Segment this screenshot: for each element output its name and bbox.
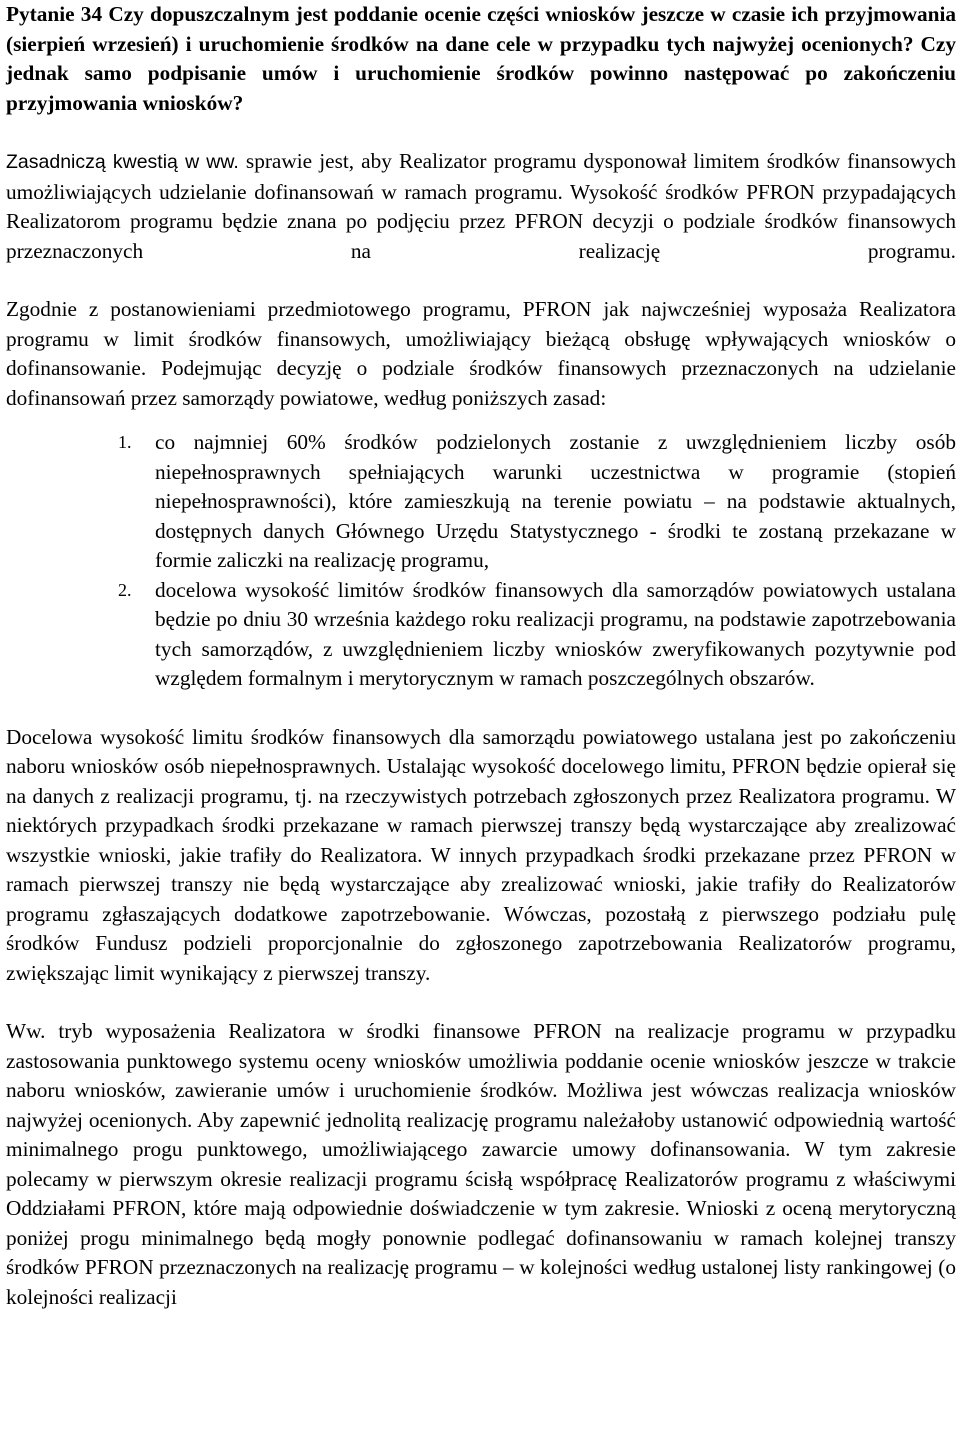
list-item-number: 1. [118,432,132,452]
list-item [6,576,956,694]
question-paragraph [6,0,956,118]
answer-intro-lead: Zasadniczą kwestią w ww. [6,151,239,173]
question-label: Pytanie 34 [6,2,103,26]
answer-paragraph-2: Zgodnie z postanowieniami przedmiotowego programu, PFRON jak najwcześniej wyposaża Realizatora programu w limit środków finansowych, umożliwiający bieżącą obsługę wpływających wniosków o dofinansowanie. Podejmując decyzję o podziale środków finansowych przeznaczonych na udzielanie dofinansowań przez samorządy powiatowe, według poniższych zasad: [6,297,956,410]
list-item [6,428,956,576]
answer-paragraph-4: Ww. tryb wyposażenia Realizatora w środki finansowe PFRON na realizacje programu w przypadku zastosowania punktowego systemu oceny wniosków umożliwia poddanie ocenie wniosków jeszcze w trakcie naboru wniosków, zawieranie umów i uruchomienie środków. Możliwa jest wówczas realizacja wniosków najwyżej ocenionych. Aby zapewnić jednolitą realizację programu należałoby ustanowić odpowiednią wartość minimalnego progu punktowego, umożliwiającego zawarcie umowy dofinansowania. W tym zakresie polecamy w pierwszym okresie realizacji programu ścisłą współpracę Realizatorów programu z właściwymi Oddziałami PFRON, które mają odpowiednie doświadczenie w tym zakresie. Wnioski z oceną merytoryczną poniżej progu minimalnego będą mogły ponownie podlegać dofinansowaniu w ramach kolejnej transzy środków PFRON przeznaczonych na realizację programu – w kolejności według ustalonej listy rankingowej (o kolejności realizacji [6,1019,956,1309]
answer-intro-paragraph [6,147,956,266]
list-item-text: co najmniej 60% środków podzielonych zostanie z uwzględnieniem liczby osób niepełnosprawnych spełniających warunki uczestnictwa w programie (stopień niepełnosprawności), które zamieszkują na terenie powiatu – na podstawie aktualnych, dostępnych danych Głównego Urzędu Statystycznego - środki te zostaną przekazane w formie zaliczki na realizację programu, [155,430,956,572]
list-item-number: 2. [118,579,132,600]
paragraph-gap [6,694,956,723]
paragraph-gap [6,988,956,1017]
question-text: Czy dopuszczalnym jest poddanie ocenie części wniosków jeszcze w czasie ich przyjmowania (sierpień wrzesień) i uruchomienie środków na dane cele w przypadku tych najwyżej ocenionych? Czy jednak samo podpisanie umów i uruchomienie środków powinno następować po zakończeniu przyjmowania wniosków? [6,2,957,115]
list-item-text: docelowa wysokość limitów środków finansowych dla samorządów powiatowych ustalana będzie po dniu 30 września każdego roku realizacji programu, na podstawie zapotrzebowania tych samorządów, z uwzględnieniem liczby wniosków zweryfikowanych pozytywnie pod względem formalnym i merytorycznym w ramach poszczególnych obszarów. [155,577,956,690]
rules-list [6,428,956,694]
answer-paragraph-3: Docelowa wysokość limitu środków finansowych dla samorządu powiatowego ustalana jest po zakończeniu naboru wniosków osób niepełnosprawnych. Ustalając wysokość docelowego limitu, PFRON będzie opierał się na danych z realizacji programu, tj. na rzeczywistych potrzebach zgłoszonych przez Realizatora programu. W niektórych przypadkach środki przekazane w ramach pierwszej transzy będą wystarczające aby zrealizować wszystkie wnioski, jakie trafiły do Realizatora. W innych przypadkach środki przekazane przez PFRON w ramach pierwszej transzy nie będą wystarczające aby zrealizować wnioski, jakie trafiły do Realizatorów programu zgłaszających dodatkowe zapotrzebowanie. Wówczas, pozostałą z pierwszego podziału pulę środków Fundusz podzieli proporcjonalnie do zgłoszonego zapotrzebowania Realizatorów programu, zwiększając limit wynikający z pierwszej transzy. [6,724,956,985]
paragraph-gap [6,118,956,147]
paragraph-gap [6,266,956,295]
answer-intro-rest: sprawie jest, aby Realizator programu dysponował limitem środków finansowych umożliwiających udzielanie dofinansowań w ramach programu. Wysokość środków PFRON przypadających Realizatorom programu będzie znana po podjęciu przez PFRON decyzji o podziale środków finansowych przeznaczonych na realizację programu. [6,149,956,263]
